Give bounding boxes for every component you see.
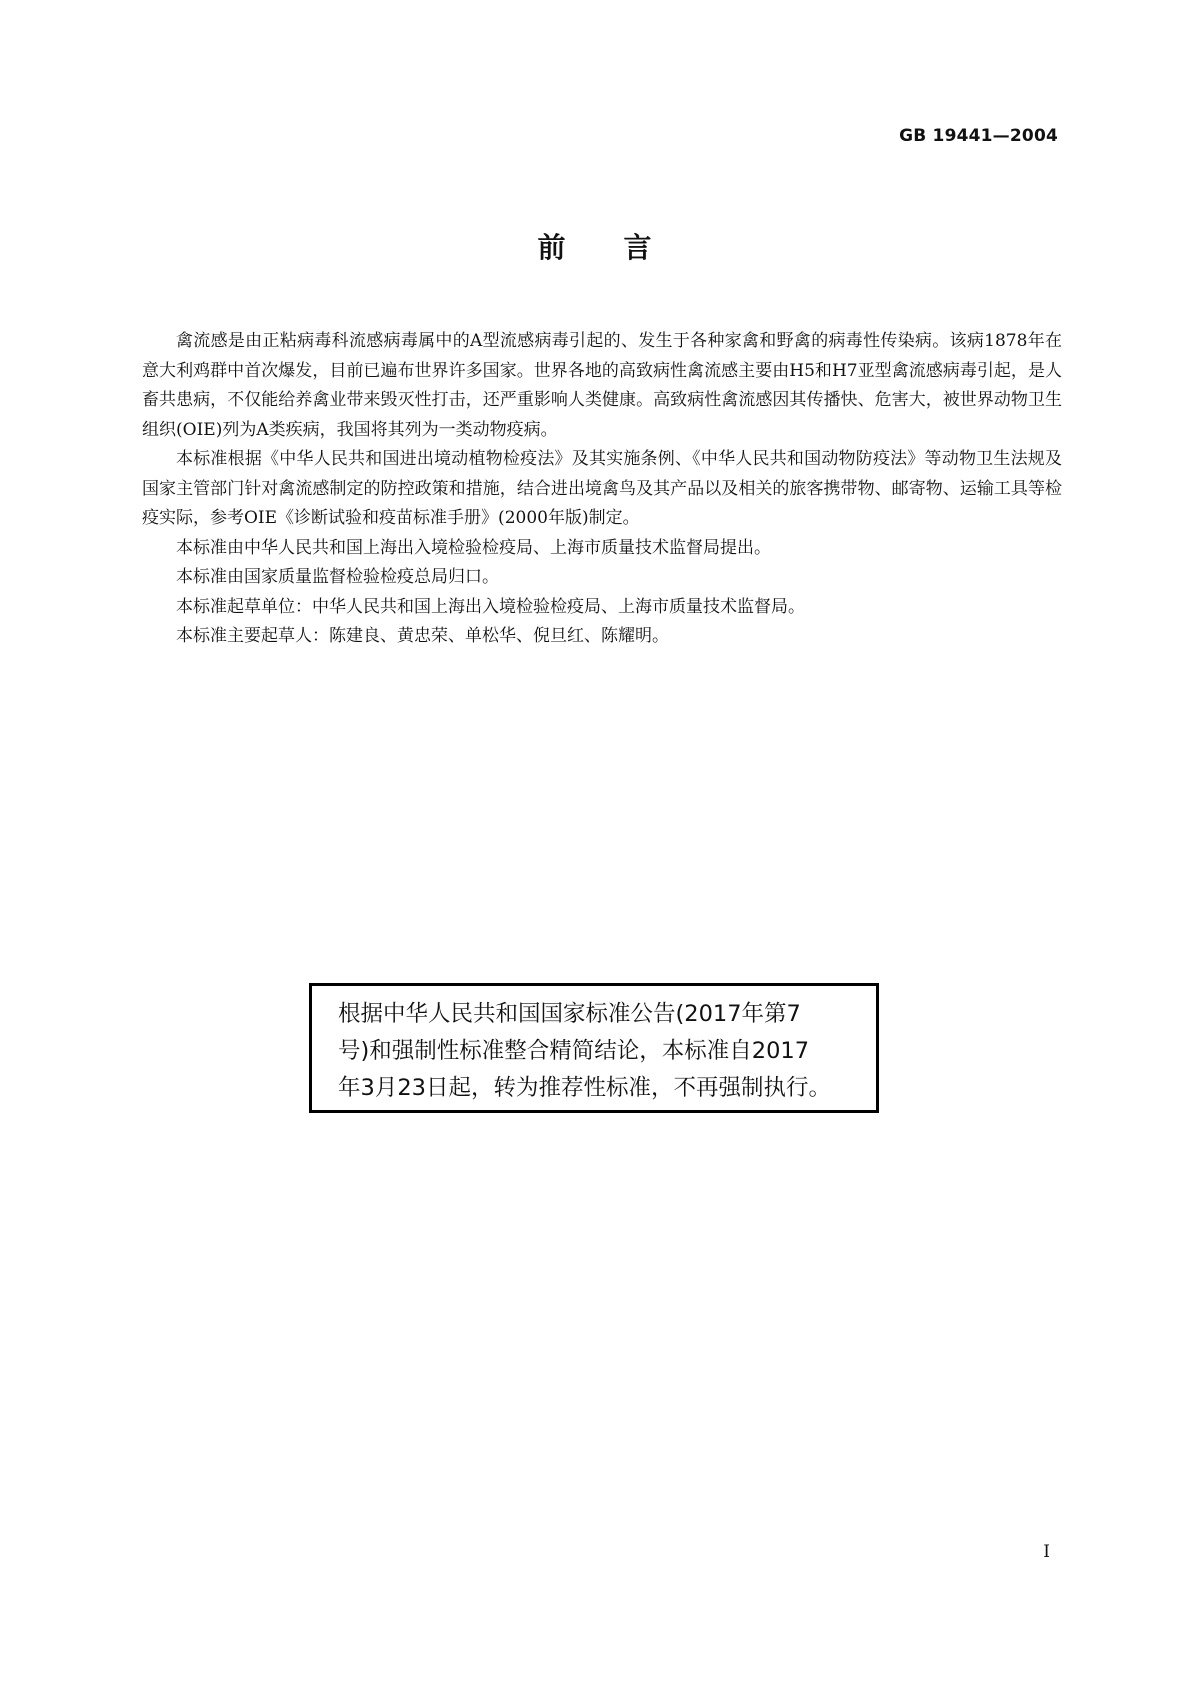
paragraph-avian-influenza-intro: 禽流感是由正粘病毒科流感病毒属中的A型流感病毒引起的、发生于各种家禽和野禽的病毒性传染病。该病1878年在意大利鸡群中首次爆发，目前已遍布世界许多国家。世界各地的高致病性禽流感主要由H5和H7亚型禽流感病毒引起，是人畜共患病，不仅能给养禽业带来毁灭性打击，还严重影响人类健康。高致病性禽流感因其传播快、危害大，被世界动物卫生组织(OIE)列为A类疾病，我国将其列为一类动物疫病。 (142, 331, 1062, 440)
title-part-2: 言 (623, 231, 654, 264)
paragraph-drafting-units: 本标准起草单位：中华人民共和国上海出入境检验检疫局、上海市质量技术监督局。 (176, 596, 805, 617)
paragraph-proposed-by: 本标准由中华人民共和国上海出入境检验检疫局、上海市质量技术监督局提出。 (176, 537, 771, 558)
title-part-1: 前 (537, 231, 568, 264)
paragraph-drafters: 本标准主要起草人：陈建良、黄忠荣、单松华、倪旦红、陈耀明。 (176, 626, 669, 646)
notice-line: 号)和强制性标准整合精简结论，本标准自2017 (338, 1038, 810, 1064)
page-title (0, 226, 1191, 266)
paragraph-centralized-by: 本标准由国家质量监督检验检疫总局归口。 (176, 567, 499, 587)
notice-line: 年3月23日起，转为推荐性标准，不再强制执行。 (338, 1075, 831, 1101)
notice-box (309, 983, 879, 1113)
notice-line: 根据中华人民共和国国家标准公告(2017年第7 (338, 1001, 801, 1027)
paragraph-basis: 本标准根据《中华人民共和国进出境动植物检疫法》及其实施条例、《中华人民共和国动物防疫法》等动物卫生法规及国家主管部门针对禽流感制定的防控政策和措施，结合进出境禽鸟及其产品以及相关的旅客携带物、邮寄物、运输工具等检疫实际，参考OIE《诊断试验和疫苗标准手册》(2000年版)制定。 (142, 449, 1062, 528)
standard-code: GB 19441—2004 (899, 126, 1058, 146)
foreword-body (142, 327, 1062, 652)
page-number: I (1043, 1542, 1050, 1562)
